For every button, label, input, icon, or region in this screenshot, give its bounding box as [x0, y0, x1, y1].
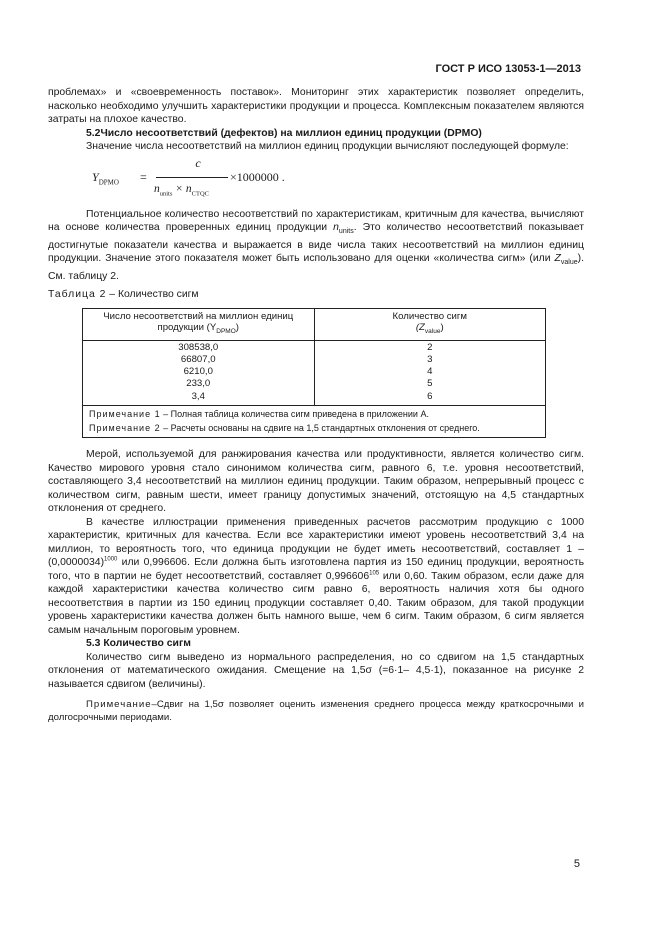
- potential-paragraph: [48, 208, 584, 284]
- n-units-sub: units: [338, 228, 354, 236]
- section-5-2-lead: Значение числа несоответствий на миллион единиц продукции вычисляют последующей формуле:: [86, 141, 569, 152]
- example-text-3: или 0,60. Таким образом, если даже для каждой характеристики качества количество сигм равно 6, вероятность наличия хотя бы одного несоответствия в партии из 150 единиц продукции составляет 0,40. Таким образом, для такой продукции уровень характеристики качества должен быть намного выше, чем 6 сигм. Таким образом, 6 сигм является самым начальным пороговым уровнем.: [48, 570, 585, 636]
- measure-paragraph: Мерой, используемой для ранжирования качества или продуктивности, является количество сигм. Качество мирового уровня стало синонимом количества сигм, равного 6, т.е. уровня несоответствий, составляющего 3,4 несоответствий на миллион единиц продукции. Таким образом, непрерывный процесс с количеством сигм, равным шести, имеет границу допустимых значений, отстоящую на 4,5 стандартных отклонения от среднего.: [48, 449, 584, 515]
- dpmo-value: 3,4: [191, 390, 205, 402]
- table-notes: [83, 406, 546, 438]
- note-1-label: Примечание 1: [89, 409, 161, 420]
- standard-header: ГОСТ Р ИСО 13053-1—2013: [435, 63, 581, 75]
- header-dpmo: [83, 308, 315, 340]
- z-sub: value: [560, 259, 578, 267]
- dpmo-formula: [48, 157, 584, 205]
- table-2-label: Таблица 2: [48, 289, 107, 301]
- header-sigma-z: (Z: [415, 322, 425, 334]
- potential-text-1: Потенциальное количество несоответствий по характеристикам, критичным для качества, вычисляют на основе количества проверенных единиц продукции: [48, 208, 584, 233]
- header-sigma: [314, 308, 546, 340]
- dpmo-value: 6210,0: [183, 366, 213, 378]
- example-paragraph: [48, 516, 584, 638]
- formula-y-symbol: Y: [92, 169, 99, 184]
- formula-equals: =: [140, 169, 147, 184]
- sigma-value: 4: [427, 366, 433, 378]
- den-n2: n: [185, 182, 192, 195]
- header-sigma-sub: value: [424, 328, 441, 336]
- dpmo-value: 308538,0: [178, 341, 219, 353]
- example-text-1: В качестве иллюстрации применения приведенных расчетов рассмотрим продукцию с 1000 характеристик, критичных для качества. Если все характеристики имеют уровень несоответствий 3,4 на миллион, то вероятность того, что единица продукции не будет иметь несоответствий, составляет 1 – (0,0000034): [48, 516, 584, 569]
- sigma-value: 5: [427, 378, 433, 390]
- den-n1: n: [154, 182, 160, 195]
- example-exponent-1: 1000: [104, 556, 118, 563]
- dpmo-values: [83, 340, 315, 405]
- n-units-symbol: n: [333, 222, 339, 233]
- formula-multiplier: ×1000000 .: [230, 169, 285, 184]
- page-number: 5: [573, 858, 580, 870]
- formula-denominator: [154, 183, 209, 201]
- example-exponent-2: 105: [369, 570, 380, 577]
- table-body-row: [83, 340, 546, 405]
- header-sigma-end: ): [440, 322, 444, 334]
- final-note: [48, 698, 584, 724]
- section-5-3-heading: 5.3 Количество сигм: [86, 638, 191, 650]
- den-sub2: CTQC: [191, 189, 210, 197]
- sigma-value: 2: [427, 341, 433, 353]
- potential-text-2: . Это количество несоответствий показывает достигнутые показатели качества и выражается в виде числа таких несоответствий на миллион единиц продукции. Значение этого показателя может быть использовано для оценки «количества сигм» (или: [48, 222, 584, 265]
- dpmo-value: 233,0: [186, 378, 211, 390]
- section-5-2-heading: 5.2Число несоответствий (дефектов) на миллион единиц продукции (DPMO): [86, 127, 482, 139]
- final-note-label: Примечание: [86, 699, 152, 711]
- section-5-3-text: Количество сигм выведено из нормального распределения, но со сдвигом на 1,5 стандартных отклонения от математического ожидания. Смещение на 1,5σ (=6·1– 4,5·1), показанное на рисунке 2 называется сдвигом (величины).: [48, 651, 584, 690]
- formula-y: [92, 171, 119, 190]
- table-note-2: [89, 421, 539, 435]
- note-1-text: – Полная таблица количества сигм приведена в приложении А.: [160, 409, 429, 420]
- header-dpmo-end: ): [235, 322, 239, 334]
- sigma-value: 6: [427, 390, 433, 402]
- table-note-1: [89, 407, 539, 421]
- potential-text-3: ). См. таблицу 2.: [48, 253, 584, 282]
- fraction-line: [156, 177, 228, 178]
- z-symbol: Z: [554, 253, 561, 265]
- table-2-caption: [48, 288, 584, 302]
- header-dpmo-text: Число несоответствий на миллион единиц продукции (Y: [103, 310, 294, 334]
- note-2-label: Примечание 2: [89, 423, 161, 434]
- sigma-value: 3: [427, 353, 433, 365]
- note-2-text: – Расчеты основаны на сдвиге на 1,5 стандартных отклонения от среднего.: [160, 423, 480, 434]
- den-times: ×: [175, 182, 184, 195]
- sigma-table: [82, 308, 546, 438]
- formula-y-sub: DPMO: [98, 177, 119, 186]
- formula-numerator: c: [195, 155, 201, 170]
- example-text-2: или 0,996606. Если должна быть изготовлена партия из 150 единиц продукции, вероятность того, что в партии не будет несоответствий, составляет 0,996606: [48, 557, 584, 582]
- intro-paragraph: проблемах» и «своевременность поставок». Мониторинг этих характеристик позволяет определить, насколько необходимо улучшить характеристики продукции и процесса. Комплексным показателем являются затраты на плохое качество.: [48, 87, 584, 125]
- table-2-title: – Количество сигм: [106, 289, 199, 301]
- final-note-text: –Сдвиг на 1,5σ позволяет оценить изменения среднего процесса между краткосрочными и долгосрочными периодами.: [48, 699, 584, 724]
- header-sigma-text: Количество сигм: [392, 310, 467, 322]
- den-sub1: units: [159, 189, 173, 197]
- table-notes-row: [83, 406, 546, 438]
- page-content: [48, 86, 584, 724]
- sigma-values: [314, 340, 546, 405]
- header-dpmo-sub: DPMO: [216, 328, 236, 336]
- dpmo-value: 66807,0: [180, 353, 216, 365]
- table-header-row: [83, 308, 546, 340]
